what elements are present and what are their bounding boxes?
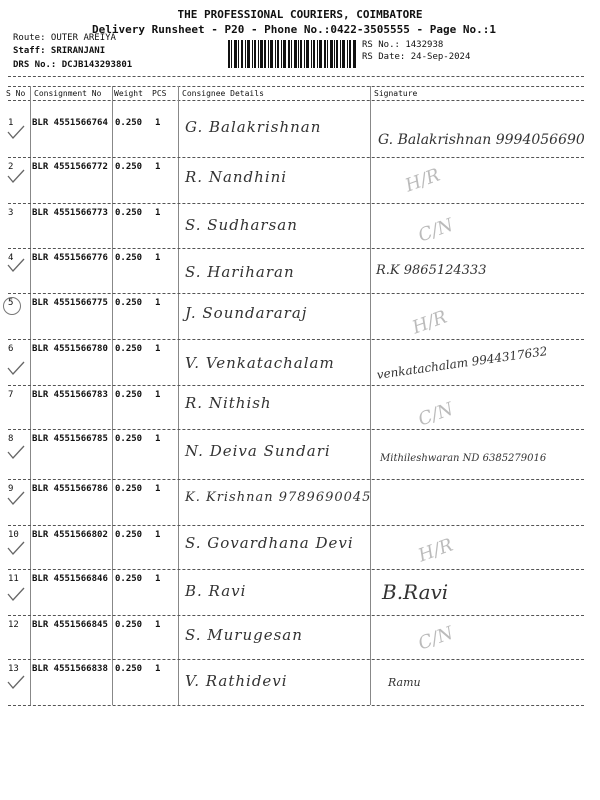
consignment-number: BLR 4551566773 bbox=[32, 208, 108, 218]
consignee-name: S. Hariharan bbox=[185, 263, 295, 281]
signature: venkatachalam 9944317632 bbox=[375, 344, 549, 382]
pcs-value: 1 bbox=[155, 344, 161, 354]
consignment-number: BLR 4551566838 bbox=[32, 664, 108, 674]
divider bbox=[8, 86, 584, 87]
row-sno: 13 bbox=[8, 664, 19, 674]
check-mark-icon bbox=[6, 168, 26, 184]
route-label: Route: OUTER AREIYA bbox=[13, 33, 116, 43]
pcs-value: 1 bbox=[155, 298, 161, 308]
signature: H/R bbox=[402, 164, 443, 197]
consignment-number: BLR 4551566764 bbox=[32, 118, 108, 128]
circle-mark-icon bbox=[2, 296, 22, 316]
column-header-signature: Signature bbox=[374, 89, 418, 98]
consignee-name: J. Soundararaj bbox=[185, 304, 308, 322]
rs-date: RS Date: 24-Sep-2024 bbox=[362, 52, 471, 62]
pcs-value: 1 bbox=[155, 118, 161, 128]
check-mark-icon bbox=[6, 674, 26, 690]
column-header-details: Consignee Details bbox=[182, 89, 264, 98]
consignee-name: N. Deiva Sundari bbox=[185, 442, 331, 460]
weight-value: 0.250 bbox=[115, 118, 143, 128]
signature: C/N bbox=[415, 398, 457, 431]
pcs-value: 1 bbox=[155, 253, 161, 263]
consignment-number: BLR 4551566846 bbox=[32, 574, 108, 584]
consignment-number: BLR 4551566772 bbox=[32, 162, 108, 172]
weight-value: 0.250 bbox=[115, 298, 143, 308]
consignee-name: G. Balakrishnan bbox=[185, 118, 322, 136]
row-divider bbox=[8, 248, 584, 249]
consignment-number: BLR 4551566802 bbox=[32, 530, 108, 540]
pcs-value: 1 bbox=[155, 434, 161, 444]
signature: Mithileshwaran ND 6385279016 bbox=[380, 453, 547, 464]
check-mark-icon bbox=[6, 444, 26, 460]
signature: H/R bbox=[415, 534, 456, 567]
weight-value: 0.250 bbox=[115, 162, 143, 172]
column-separator bbox=[112, 86, 113, 705]
row-sno: 1 bbox=[8, 118, 14, 128]
check-mark-icon bbox=[6, 360, 26, 376]
weight-value: 0.250 bbox=[115, 390, 143, 400]
consignee-name: S. Govardhana Devi bbox=[185, 534, 354, 552]
signature: C/N bbox=[415, 622, 457, 655]
runsheet-title: Delivery Runsheet - P20 - Phone No.:0422-3505555 - Page No.:1 bbox=[92, 23, 496, 36]
weight-value: 0.250 bbox=[115, 664, 143, 674]
check-mark-icon bbox=[6, 257, 26, 273]
barcode-image bbox=[228, 40, 356, 68]
row-sno: 7 bbox=[8, 390, 14, 400]
row-sno: 12 bbox=[8, 620, 19, 630]
row-divider bbox=[8, 429, 584, 430]
row-divider bbox=[8, 203, 584, 204]
column-header-pcs: PCS bbox=[152, 89, 167, 98]
weight-value: 0.250 bbox=[115, 620, 143, 630]
row-sno: 4 bbox=[8, 253, 14, 263]
consignment-number: BLR 4551566785 bbox=[32, 434, 108, 444]
pcs-value: 1 bbox=[155, 620, 161, 630]
row-divider bbox=[8, 293, 584, 294]
consignment-number: BLR 4551566786 bbox=[32, 484, 108, 494]
column-separator bbox=[30, 86, 31, 705]
row-divider bbox=[8, 569, 584, 570]
consignee-name: R. Nithish bbox=[185, 394, 272, 412]
pcs-value: 1 bbox=[155, 390, 161, 400]
row-sno: 6 bbox=[8, 344, 14, 354]
consignee-name: R. Nandhini bbox=[185, 168, 288, 186]
row-divider bbox=[8, 615, 584, 616]
pcs-value: 1 bbox=[155, 664, 161, 674]
consignee-name: S. Murugesan bbox=[185, 626, 303, 644]
weight-value: 0.250 bbox=[115, 253, 143, 263]
weight-value: 0.250 bbox=[115, 208, 143, 218]
staff-label: Staff: SRIRANJANI bbox=[13, 46, 106, 56]
column-header-sno: S No bbox=[6, 89, 26, 98]
row-sno: 8 bbox=[8, 434, 14, 444]
consignee-name: V. Venkatachalam bbox=[185, 354, 335, 372]
row-divider bbox=[8, 157, 584, 158]
weight-value: 0.250 bbox=[115, 344, 143, 354]
row-sno: 5 bbox=[8, 298, 14, 308]
column-separator bbox=[370, 86, 371, 705]
signature: C/N bbox=[415, 214, 457, 247]
check-mark-icon bbox=[6, 124, 26, 140]
divider bbox=[8, 100, 584, 101]
signature: B.Ravi bbox=[382, 580, 449, 604]
pcs-value: 1 bbox=[155, 574, 161, 584]
signature: H/R bbox=[409, 306, 450, 339]
table-bottom-divider bbox=[8, 705, 584, 706]
weight-value: 0.250 bbox=[115, 484, 143, 494]
consignment-number: BLR 4551566775 bbox=[32, 298, 108, 308]
check-mark-icon bbox=[6, 540, 26, 556]
column-header-consignment: Consignment No bbox=[34, 89, 102, 98]
consignment-number: BLR 4551566780 bbox=[32, 344, 108, 354]
row-sno: 2 bbox=[8, 162, 14, 172]
pcs-value: 1 bbox=[155, 208, 161, 218]
rs-number: RS No.: 1432938 bbox=[362, 40, 444, 50]
row-sno: 3 bbox=[8, 208, 14, 218]
row-sno: 11 bbox=[8, 574, 19, 584]
signature: Ramu bbox=[388, 676, 421, 689]
consignee-name: V. Rathidevi bbox=[185, 672, 288, 690]
row-divider bbox=[8, 479, 584, 480]
pcs-value: 1 bbox=[155, 530, 161, 540]
consignment-number: BLR 4551566783 bbox=[32, 390, 108, 400]
row-divider bbox=[8, 659, 584, 660]
consignee-name: S. Sudharsan bbox=[185, 216, 298, 234]
row-divider bbox=[8, 339, 584, 340]
signature: R.K 9865124333 bbox=[376, 263, 487, 278]
row-divider bbox=[8, 525, 584, 526]
signature: G. Balakrishnan 9994056690 bbox=[378, 132, 585, 148]
row-divider bbox=[8, 385, 584, 386]
pcs-value: 1 bbox=[155, 484, 161, 494]
weight-value: 0.250 bbox=[115, 530, 143, 540]
company-title: THE PROFESSIONAL COURIERS, COIMBATORE bbox=[177, 8, 423, 21]
consignee-name: K. Krishnan 9789690045 bbox=[185, 490, 372, 505]
divider bbox=[8, 76, 584, 77]
row-sno: 10 bbox=[8, 530, 19, 540]
weight-value: 0.250 bbox=[115, 574, 143, 584]
row-sno: 9 bbox=[8, 484, 14, 494]
consignment-number: BLR 4551566845 bbox=[32, 620, 108, 630]
check-mark-icon bbox=[6, 490, 26, 506]
drs-number: DRS No.: DCJB143293801 bbox=[13, 60, 133, 70]
pcs-value: 1 bbox=[155, 162, 161, 172]
consignee-name: B. Ravi bbox=[185, 582, 247, 600]
consignment-number: BLR 4551566776 bbox=[32, 253, 108, 263]
check-mark-icon bbox=[6, 586, 26, 602]
column-separator bbox=[178, 86, 179, 705]
weight-value: 0.250 bbox=[115, 434, 143, 444]
column-header-weight: Weight bbox=[114, 89, 143, 98]
